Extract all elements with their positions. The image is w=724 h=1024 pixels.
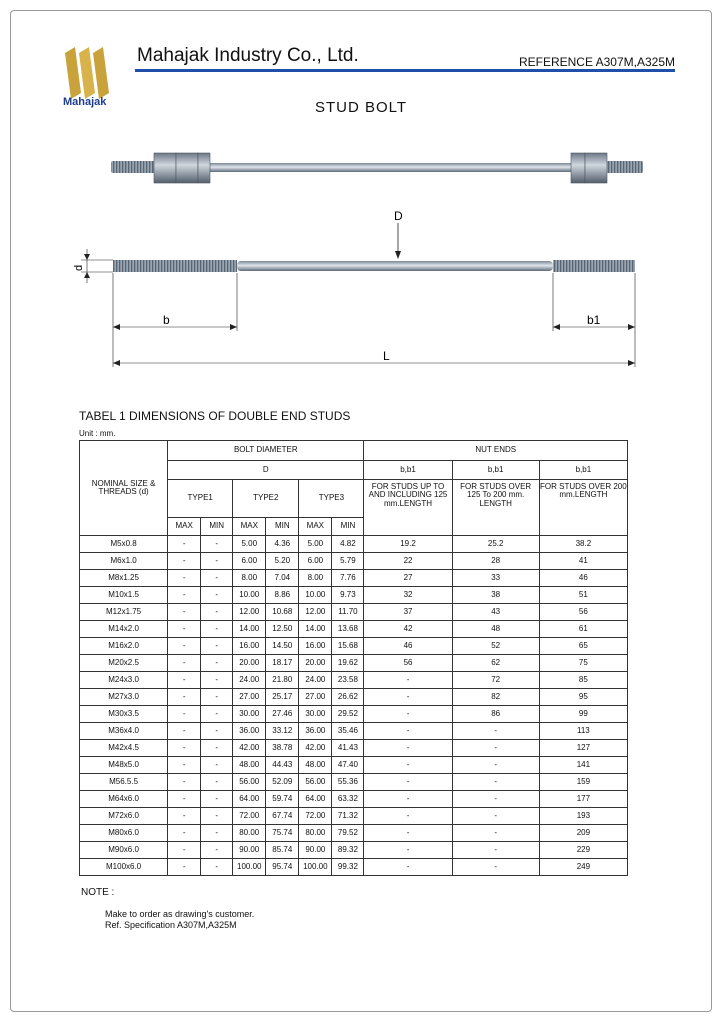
table-cell: 52.09	[266, 774, 299, 791]
table-cell: -	[452, 791, 539, 808]
table-cell: 80.00	[233, 825, 266, 842]
note-line: Make to order as drawing's customer.	[105, 909, 255, 919]
size-cell: M8x1.25	[80, 570, 168, 587]
table-cell: 24.00	[299, 672, 332, 689]
table-cell: 22	[364, 553, 452, 570]
header-bb1: b,b1	[539, 461, 627, 480]
header-max: MAX	[299, 518, 332, 536]
table-cell: 19.2	[364, 536, 452, 553]
table-row	[80, 638, 628, 655]
table-cell: 38.78	[266, 740, 299, 757]
table-cell: -	[364, 774, 452, 791]
table-cell: 8.00	[233, 570, 266, 587]
table-cell: -	[452, 825, 539, 842]
table-cell: -	[168, 740, 201, 757]
table-row	[80, 706, 628, 723]
header-bb1: b,b1	[452, 461, 539, 480]
table-cell: 42	[364, 621, 452, 638]
table-cell: 46	[364, 638, 452, 655]
table-cell: -	[168, 570, 201, 587]
table-cell: 79.52	[332, 825, 364, 842]
table-cell: -	[201, 740, 233, 757]
header-max: MAX	[233, 518, 266, 536]
table-cell: -	[168, 587, 201, 604]
table-cell: 14.00	[299, 621, 332, 638]
table-cell: -	[201, 808, 233, 825]
table-cell: 9.73	[332, 587, 364, 604]
table-row	[80, 689, 628, 706]
table-cell: -	[364, 825, 452, 842]
size-cell: M30x3.5	[80, 706, 168, 723]
label-d: d	[73, 264, 85, 271]
table-cell: 48.00	[299, 757, 332, 774]
table-cell: -	[452, 859, 539, 876]
stud-bolt-3d-view	[111, 153, 643, 183]
header-min: MIN	[266, 518, 299, 536]
table-cell: 33.12	[266, 723, 299, 740]
table-cell: 7.04	[266, 570, 299, 587]
table-cell: 30.00	[233, 706, 266, 723]
table-cell: 12.50	[266, 621, 299, 638]
table-row	[80, 825, 628, 842]
stud-bolt-drawing	[11, 11, 711, 391]
table-cell: -	[201, 842, 233, 859]
table-row	[80, 655, 628, 672]
table-cell: 20.00	[233, 655, 266, 672]
size-cell: M56.5.5	[80, 774, 168, 791]
table-row	[80, 536, 628, 553]
size-cell: M24x3.0	[80, 672, 168, 689]
table-cell: 95.74	[266, 859, 299, 876]
size-cell: M100x6.0	[80, 859, 168, 876]
table-row	[80, 740, 628, 757]
table-cell: 56.00	[299, 774, 332, 791]
table-cell: 86	[452, 706, 539, 723]
table-cell: -	[364, 672, 452, 689]
table-cell: 55.36	[332, 774, 364, 791]
table-cell: 56	[539, 604, 627, 621]
table-cell: -	[452, 740, 539, 757]
size-cell: M27x3.0	[80, 689, 168, 706]
table-cell: 75.74	[266, 825, 299, 842]
size-cell: M64x6.0	[80, 791, 168, 808]
table-cell: 37	[364, 604, 452, 621]
header-nominal: NOMINAL SIZE & THREADS (d)	[80, 441, 168, 536]
table-cell: 27.00	[233, 689, 266, 706]
table-cell: 16.00	[233, 638, 266, 655]
size-cell: M20x2.5	[80, 655, 168, 672]
table-cell: 36.00	[233, 723, 266, 740]
size-cell: M5x0.8	[80, 536, 168, 553]
table-cell: 209	[539, 825, 627, 842]
label-D: D	[394, 209, 403, 223]
label-L: L	[383, 349, 390, 363]
table-cell: -	[364, 791, 452, 808]
header-nut-up-to-125: FOR STUDS UP TO AND INCLUDING 125 mm.LENGTH	[364, 480, 452, 536]
table-cell: 99.32	[332, 859, 364, 876]
table-cell: 36.00	[299, 723, 332, 740]
table-cell: -	[364, 808, 452, 825]
size-cell: M72x6.0	[80, 808, 168, 825]
table-cell: 63.32	[332, 791, 364, 808]
table-cell: -	[168, 638, 201, 655]
table-cell: -	[168, 791, 201, 808]
table-cell: 62	[452, 655, 539, 672]
table-cell: 32	[364, 587, 452, 604]
table-cell: -	[201, 672, 233, 689]
table-cell: 4.82	[332, 536, 364, 553]
stud-bolt-dimension-view	[81, 223, 635, 367]
table-cell: -	[168, 536, 201, 553]
header-min: MIN	[332, 518, 364, 536]
table-cell: 14.00	[233, 621, 266, 638]
company-name: Mahajak Industry Co., Ltd.	[137, 45, 359, 66]
table-cell: 71.32	[332, 808, 364, 825]
table-cell: 44.43	[266, 757, 299, 774]
table-cell: 28	[452, 553, 539, 570]
header-nut-ends: NUT ENDS	[364, 441, 628, 461]
header-D: D	[168, 461, 364, 480]
table-cell: 6.00	[233, 553, 266, 570]
table-cell: 177	[539, 791, 627, 808]
table-cell: 8.00	[299, 570, 332, 587]
table-cell: 42.00	[233, 740, 266, 757]
page-title: STUD BOLT	[314, 99, 408, 116]
table-cell: 100.00	[299, 859, 332, 876]
table-row	[80, 723, 628, 740]
size-cell: M90x6.0	[80, 842, 168, 859]
table-cell: 15.68	[332, 638, 364, 655]
table-cell: -	[201, 757, 233, 774]
unit-label: Unit : mm.	[79, 429, 116, 438]
table-cell: 19.62	[332, 655, 364, 672]
table-row	[80, 604, 628, 621]
table-body	[80, 536, 628, 876]
table-cell: 41	[539, 553, 627, 570]
table-cell: 61	[539, 621, 627, 638]
table-cell: -	[168, 604, 201, 621]
table-row	[80, 774, 628, 791]
table-cell: 127	[539, 740, 627, 757]
size-cell: M14x2.0	[80, 621, 168, 638]
table-cell: 30.00	[299, 706, 332, 723]
table-cell: 46	[539, 570, 627, 587]
table-cell: 10.00	[299, 587, 332, 604]
table-cell: -	[201, 774, 233, 791]
reference-label: REFERENCE A307M,A325M	[518, 55, 675, 69]
table-title: TABEL 1 DIMENSIONS OF DOUBLE END STUDS	[79, 409, 351, 423]
table-cell: 5.79	[332, 553, 364, 570]
table-cell: 229	[539, 842, 627, 859]
table-cell: 64.00	[299, 791, 332, 808]
table-cell: 141	[539, 757, 627, 774]
table-cell: 48.00	[233, 757, 266, 774]
table-cell: 41.43	[332, 740, 364, 757]
table-cell: 249	[539, 859, 627, 876]
table-cell: -	[201, 587, 233, 604]
table-cell: -	[201, 706, 233, 723]
table-cell: -	[168, 825, 201, 842]
table-cell: 27	[364, 570, 452, 587]
note-label: NOTE :	[81, 887, 115, 898]
table-cell: -	[452, 842, 539, 859]
table-cell: 47.40	[332, 757, 364, 774]
table-cell: 5.20	[266, 553, 299, 570]
table-cell: -	[168, 706, 201, 723]
table-cell: 90.00	[299, 842, 332, 859]
table-cell: 85.74	[266, 842, 299, 859]
table-cell: 59.74	[266, 791, 299, 808]
table-cell: 33	[452, 570, 539, 587]
table-cell: 89.32	[332, 842, 364, 859]
table-cell: 12.00	[299, 604, 332, 621]
table-cell: 7.76	[332, 570, 364, 587]
table-cell: -	[452, 808, 539, 825]
table-cell: -	[364, 706, 452, 723]
table-cell: 85	[539, 672, 627, 689]
table-cell: -	[201, 604, 233, 621]
table-cell: -	[168, 723, 201, 740]
table-cell: -	[201, 723, 233, 740]
table-cell: -	[201, 621, 233, 638]
table-cell: -	[168, 621, 201, 638]
table-cell: 20.00	[299, 655, 332, 672]
table-cell: 25.17	[266, 689, 299, 706]
table-row	[80, 570, 628, 587]
table-cell: 8.86	[266, 587, 299, 604]
table-cell: 10.68	[266, 604, 299, 621]
table-cell: 24.00	[233, 672, 266, 689]
table-cell: 48	[452, 621, 539, 638]
table-row	[80, 808, 628, 825]
document-page	[10, 10, 712, 1012]
table-cell: -	[168, 655, 201, 672]
table-row	[80, 757, 628, 774]
table-cell: 43	[452, 604, 539, 621]
table-cell: 90.00	[233, 842, 266, 859]
table-cell: -	[201, 791, 233, 808]
header-bolt-diameter: BOLT DIAMETER	[168, 441, 364, 461]
table-cell: -	[168, 808, 201, 825]
logo-text: Mahajak	[63, 96, 107, 108]
size-cell: M16x2.0	[80, 638, 168, 655]
dimensions-table	[79, 440, 628, 876]
header-min: MIN	[201, 518, 233, 536]
table-cell: 26.62	[332, 689, 364, 706]
table-row	[80, 621, 628, 638]
table-cell: 12.00	[233, 604, 266, 621]
table-cell: 159	[539, 774, 627, 791]
table-cell: -	[201, 570, 233, 587]
table-cell: -	[452, 757, 539, 774]
table-cell: -	[364, 740, 452, 757]
header-nut-125-200: FOR STUDS OVER 125 To 200 mm. LENGTH	[452, 480, 539, 536]
table-cell: -	[201, 553, 233, 570]
table-row	[80, 842, 628, 859]
table-cell: 6.00	[299, 553, 332, 570]
table-cell: 100.00	[233, 859, 266, 876]
table-cell: 29.52	[332, 706, 364, 723]
table-cell: 13.68	[332, 621, 364, 638]
note-line: Ref. Specification A307M,A325M	[105, 920, 237, 930]
table-row	[80, 859, 628, 876]
table-cell: -	[364, 842, 452, 859]
table-cell: -	[452, 723, 539, 740]
table-cell: 11.70	[332, 604, 364, 621]
table-cell: 72.00	[233, 808, 266, 825]
table-cell: 65	[539, 638, 627, 655]
table-cell: 75	[539, 655, 627, 672]
table-cell: 14.50	[266, 638, 299, 655]
table-cell: -	[168, 774, 201, 791]
table-cell: 51	[539, 587, 627, 604]
table-cell: -	[168, 689, 201, 706]
table-cell: 113	[539, 723, 627, 740]
table-cell: 5.00	[233, 536, 266, 553]
size-cell: M80x6.0	[80, 825, 168, 842]
header-type1: TYPE1	[168, 480, 233, 518]
table-cell: 35.46	[332, 723, 364, 740]
table-cell: 5.00	[299, 536, 332, 553]
table-cell: 193	[539, 808, 627, 825]
table-cell: -	[452, 774, 539, 791]
table-cell: -	[364, 859, 452, 876]
table-cell: 23.58	[332, 672, 364, 689]
table-cell: -	[168, 842, 201, 859]
table-cell: 25.2	[452, 536, 539, 553]
table-cell: 64.00	[233, 791, 266, 808]
table-cell: 80.00	[299, 825, 332, 842]
header-nut-over-200: FOR STUDS OVER 200 mm.LENGTH	[539, 480, 627, 536]
size-cell: M12x1.75	[80, 604, 168, 621]
label-b: b	[163, 313, 170, 327]
table-cell: 10.00	[233, 587, 266, 604]
table-cell: 99	[539, 706, 627, 723]
table-cell: 95	[539, 689, 627, 706]
table-cell: 82	[452, 689, 539, 706]
table-cell: -	[201, 825, 233, 842]
table-cell: 27.00	[299, 689, 332, 706]
header-max: MAX	[168, 518, 201, 536]
table-cell: -	[364, 723, 452, 740]
table-cell: -	[168, 553, 201, 570]
table-cell: -	[168, 757, 201, 774]
table-cell: 4.36	[266, 536, 299, 553]
label-b1: b1	[587, 313, 601, 327]
table-row	[80, 587, 628, 604]
table-cell: 56	[364, 655, 452, 672]
table-row	[80, 791, 628, 808]
header-bb1: b,b1	[364, 461, 452, 480]
size-cell: M42x4.5	[80, 740, 168, 757]
table-cell: 38.2	[539, 536, 627, 553]
table-cell: -	[364, 689, 452, 706]
table-cell: 52	[452, 638, 539, 655]
table-cell: 72	[452, 672, 539, 689]
table-cell: 16.00	[299, 638, 332, 655]
size-cell: M6x1.0	[80, 553, 168, 570]
table-cell: 27.46	[266, 706, 299, 723]
table-cell: -	[168, 859, 201, 876]
table-cell: 72.00	[299, 808, 332, 825]
table-cell: -	[364, 757, 452, 774]
table-row	[80, 672, 628, 689]
header-type2: TYPE2	[233, 480, 299, 518]
table-cell: -	[201, 638, 233, 655]
table-cell: 42.00	[299, 740, 332, 757]
header-type3: TYPE3	[299, 480, 364, 518]
table-cell: -	[201, 536, 233, 553]
size-cell: M10x1.5	[80, 587, 168, 604]
table-cell: 18.17	[266, 655, 299, 672]
table-cell: 21.80	[266, 672, 299, 689]
table-cell: 67.74	[266, 808, 299, 825]
size-cell: M36x4.0	[80, 723, 168, 740]
table-cell: 38	[452, 587, 539, 604]
table-cell: -	[201, 655, 233, 672]
table-cell: 56.00	[233, 774, 266, 791]
table-cell: -	[201, 859, 233, 876]
table-row	[80, 553, 628, 570]
size-cell: M48x5.0	[80, 757, 168, 774]
table-cell: -	[201, 689, 233, 706]
table-cell: -	[168, 672, 201, 689]
